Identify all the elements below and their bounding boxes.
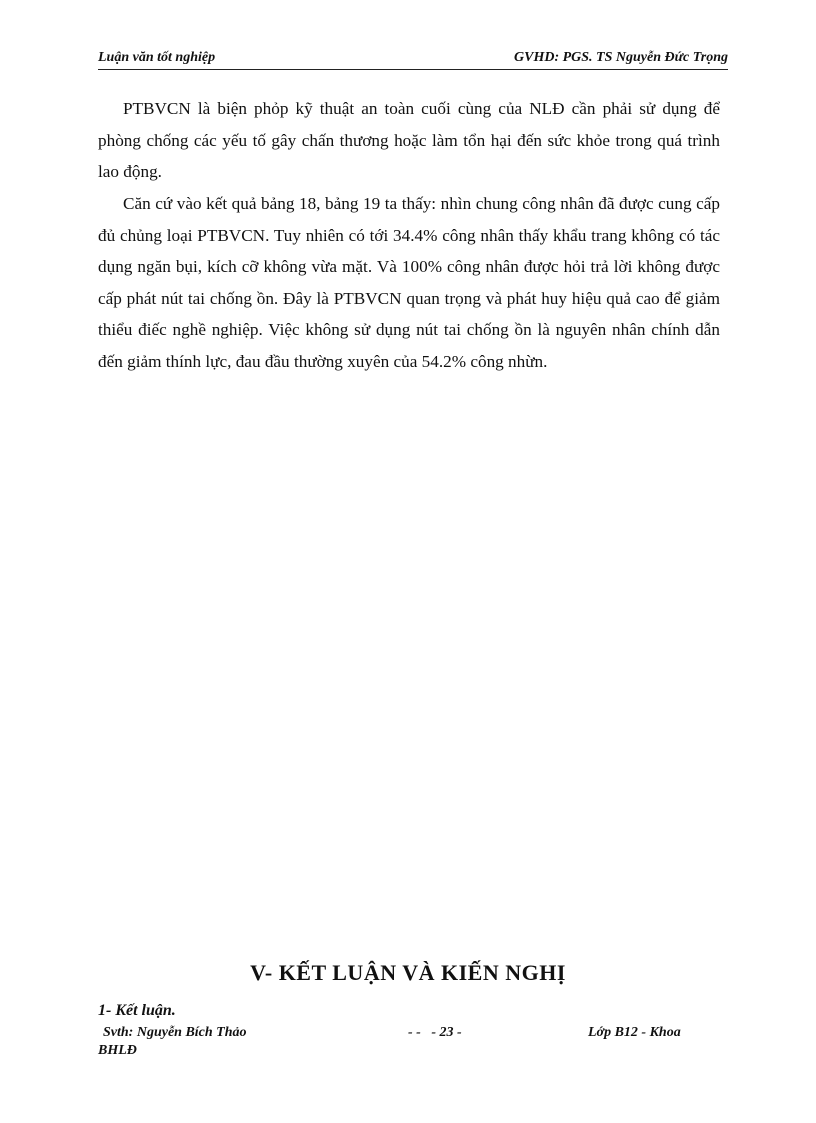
thesis-label: Luận văn tốt nghiệp (98, 50, 216, 65)
body-paragraph-1 (98, 93, 720, 188)
class-label: Lớp B12 - Khoa (588, 1025, 681, 1040)
student-name: Svth: Nguyễn Bích Thảo (103, 1025, 247, 1040)
advisor-label: GVHD: PGS. TS Nguyễn Đức Trọng (514, 50, 728, 65)
paragraph-text: PTBVCN là biện phỏp kỹ thuật an toàn cuối cùng của NLĐ cần phải sử dụng để phòng chống các yếu tố gây chấn thương hoặc làm tổn hại đến sức khỏe trong quá trình lao động. (98, 99, 720, 181)
body-paragraph-2 (98, 188, 720, 377)
subsection-heading: 1- Kết luận. (98, 1002, 176, 1019)
page-header (98, 49, 728, 70)
section-heading: V- KẾT LUẬN VÀ KIẾN NGHỊ (250, 960, 566, 985)
page-number: - - - 23 - (408, 1025, 462, 1040)
paragraph-text: Căn cứ vào kết quả bảng 18, bảng 19 ta thấy: nhìn chung công nhân đã được cung cấp đủ chủng loại PTBVCN. Tuy nhiên có tới 34.4% công nhân thấy khẩu trang không có tác dụng ngăn bụi, kích cỡ không vừa mặt. Và 100% công nhân được hỏi trả lời không được cấp phát nút tai chống ồn. Đây là PTBVCN quan trọng và phát huy hiệu quả cao để giảm thiểu điếc nghề nghiệp. Việc không sử dụng nút tai chống ồn là nguyên nhân chính dẫn đến giảm thính lực, đau đầu thường xuyên của 54.2% công nhừn. (98, 194, 720, 371)
department-label: BHLĐ (98, 1043, 137, 1058)
